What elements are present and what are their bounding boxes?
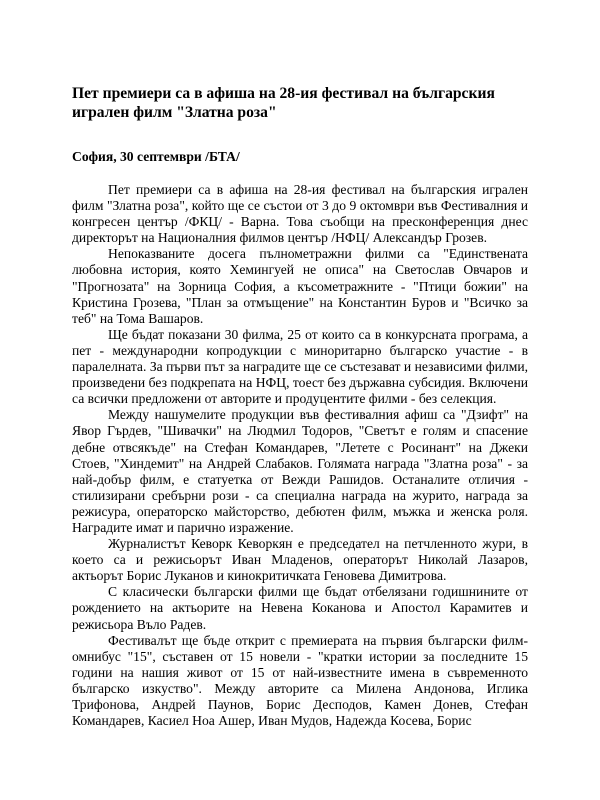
article-paragraph: Непоказваните досега пълнометражни филми са "Единствената любовна история, която Хемингуей не описа" на Светослав Овчаров и "Прогнозата" на Зорница София, а късометражните - "Птици божии" на Кристина Грозева, "План за отмъщение" на Константин Буров и "Всичко за теб" на Тома Вашаров. xyxy=(72,246,528,326)
article-paragraph: Между нашумелите продукции във фестивалния афиш са "Дзифт" на Явор Гърдев, "Шивачки" на Людмил Тодоров, "Светът е голям и спасение дебне отвсякъде" на Стефан Командарев, "Летете с Росинант" на Джеки Стоев, "Хиндемит" на Андрей Слабаков. Голямата награда "Златна роза" - за най-добър филм, е статуетка от Вежди Рашидов. Останалите отличия - стилизирани сребърни рози - са специална награда на журито, награда за режисура, операторско майсторство, дебютен филм, мъжка и женска роля. Наградите имат и парично изражение. xyxy=(72,407,528,535)
article-paragraph: С класически български филми ще бъдат отбелязани годишнините от рождението на актьорите на Невена Коканова и Апостол Карамитев и режисьора Въло Радев. xyxy=(72,584,528,632)
article-body xyxy=(72,182,528,729)
article-title: Пет премиери са в афиша на 28-ия фестивал на българския игрален филм "Златна роза" xyxy=(72,85,495,121)
article-paragraph: Пет премиери са в афиша на 28-ия фестивал на българския игрален филм "Златна роза", който ще се състои от 3 до 9 октомври във Фестивалния и конгресен център /ФКЦ/ - Варна. Това съобщи на пресконференция днес директорът на Националния филмов център /НФЦ/ Александър Грозев. xyxy=(72,182,528,246)
article-paragraph: Ще бъдат показани 30 филма, 25 от които са в конкурсната програма, а пет - международни копродукции с миноритарно българско участие - в паралелната. За първи път за наградите ще се състезават и независими филми, произведени без подкрепата на НФЦ, тоест без държавна субсидия. Включени са всички предложени от авторите и продуцентите филми - без селекция. xyxy=(72,326,528,407)
article-paragraph: Журналистът Кеворк Кеворкян е председател на петчленното жури, в което са и режисьорът Иван Младенов, операторът Николай Лазаров, актьорът Борис Луканов и кинокритичката Геновева Димитрова. xyxy=(72,536,528,584)
article-dateline: София, 30 септември /БТА/ xyxy=(72,149,240,164)
article-paragraph: Фестивалът ще бъде открит с премиерата на първия български филм-омнибус "15", съставен от 15 новели - "кратки истории за последните 15 години на нашия живот от 15 от най-известните имена в съвременното българско изкуство". Между авторите са Милена Андонова, Иглика Трифонова, Андрей Паунов, Борис Десподов, Камен Донев, Стефан Командарев, Касиел Ноа Ашер, Иван Мудов, Надежда Косева, Борис xyxy=(72,632,528,729)
